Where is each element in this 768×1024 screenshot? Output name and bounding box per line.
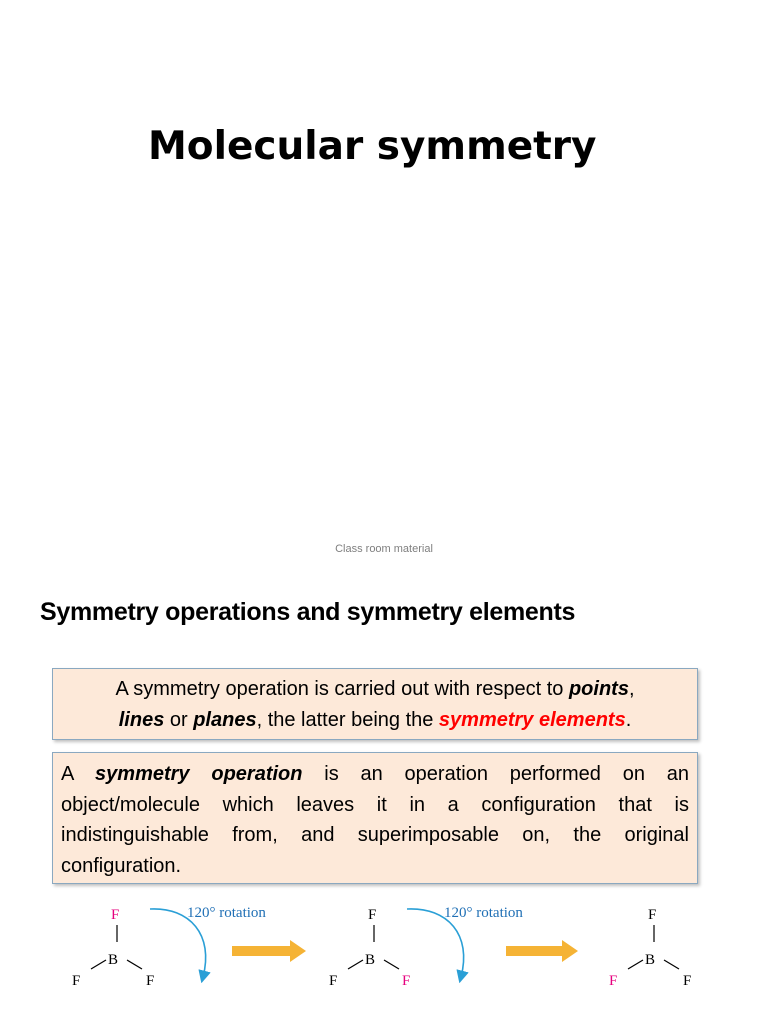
bond bbox=[664, 960, 679, 969]
emphasis-symmetry-elements: symmetry elements bbox=[438, 709, 626, 731]
text-segment: or bbox=[164, 709, 194, 731]
atom-right: F bbox=[683, 973, 692, 989]
transform-arrow bbox=[506, 940, 578, 962]
bond bbox=[348, 960, 363, 969]
emphasis-points: points bbox=[568, 678, 629, 700]
atom-top: F bbox=[368, 907, 377, 923]
rotation-label: 120° rotation bbox=[187, 905, 266, 921]
atom-center: B bbox=[645, 952, 656, 968]
definition-box-elements bbox=[52, 668, 698, 740]
text-segment: , bbox=[628, 678, 635, 700]
bond bbox=[384, 960, 399, 969]
text-segment: A symmetry operation is carried out with respect to bbox=[115, 678, 569, 700]
bond bbox=[127, 960, 142, 969]
atom-top: F bbox=[111, 907, 120, 923]
bond bbox=[628, 960, 643, 969]
emphasis-lines: lines bbox=[118, 709, 165, 731]
atom-right: F bbox=[402, 973, 411, 989]
molecule-1 bbox=[72, 907, 154, 989]
emphasis-planes: planes bbox=[193, 709, 257, 731]
text-segment: is an operation performed on an object/molecule which leaves it in a configuration that is indistinguishable from, and superimposable on, the original configuration. bbox=[61, 763, 690, 877]
footer-text: Class room material bbox=[335, 543, 433, 555]
text-segment: A bbox=[61, 763, 96, 785]
rotation-label: 120° rotation bbox=[444, 905, 523, 921]
atom-top: F bbox=[648, 907, 657, 923]
atom-center: B bbox=[108, 952, 119, 968]
atom-left: F bbox=[72, 973, 81, 989]
definition-box-operation bbox=[52, 752, 698, 884]
slide-title: Molecular symmetry bbox=[148, 124, 597, 169]
atom-center: B bbox=[365, 952, 376, 968]
atom-right: F bbox=[146, 973, 155, 989]
text-segment: , the latter being the bbox=[256, 709, 439, 731]
text-segment: . bbox=[625, 709, 632, 731]
atom-left: F bbox=[609, 973, 618, 989]
transform-arrow bbox=[232, 940, 306, 962]
atom-left: F bbox=[329, 973, 338, 989]
bond bbox=[91, 960, 106, 969]
section-title: Symmetry operations and symmetry elements bbox=[40, 598, 576, 626]
molecule-2 bbox=[329, 907, 410, 989]
molecule-3 bbox=[609, 907, 691, 989]
bf3-rotation-diagram bbox=[0, 895, 768, 1000]
emphasis-symmetry-operation: symmetry operation bbox=[95, 763, 303, 785]
